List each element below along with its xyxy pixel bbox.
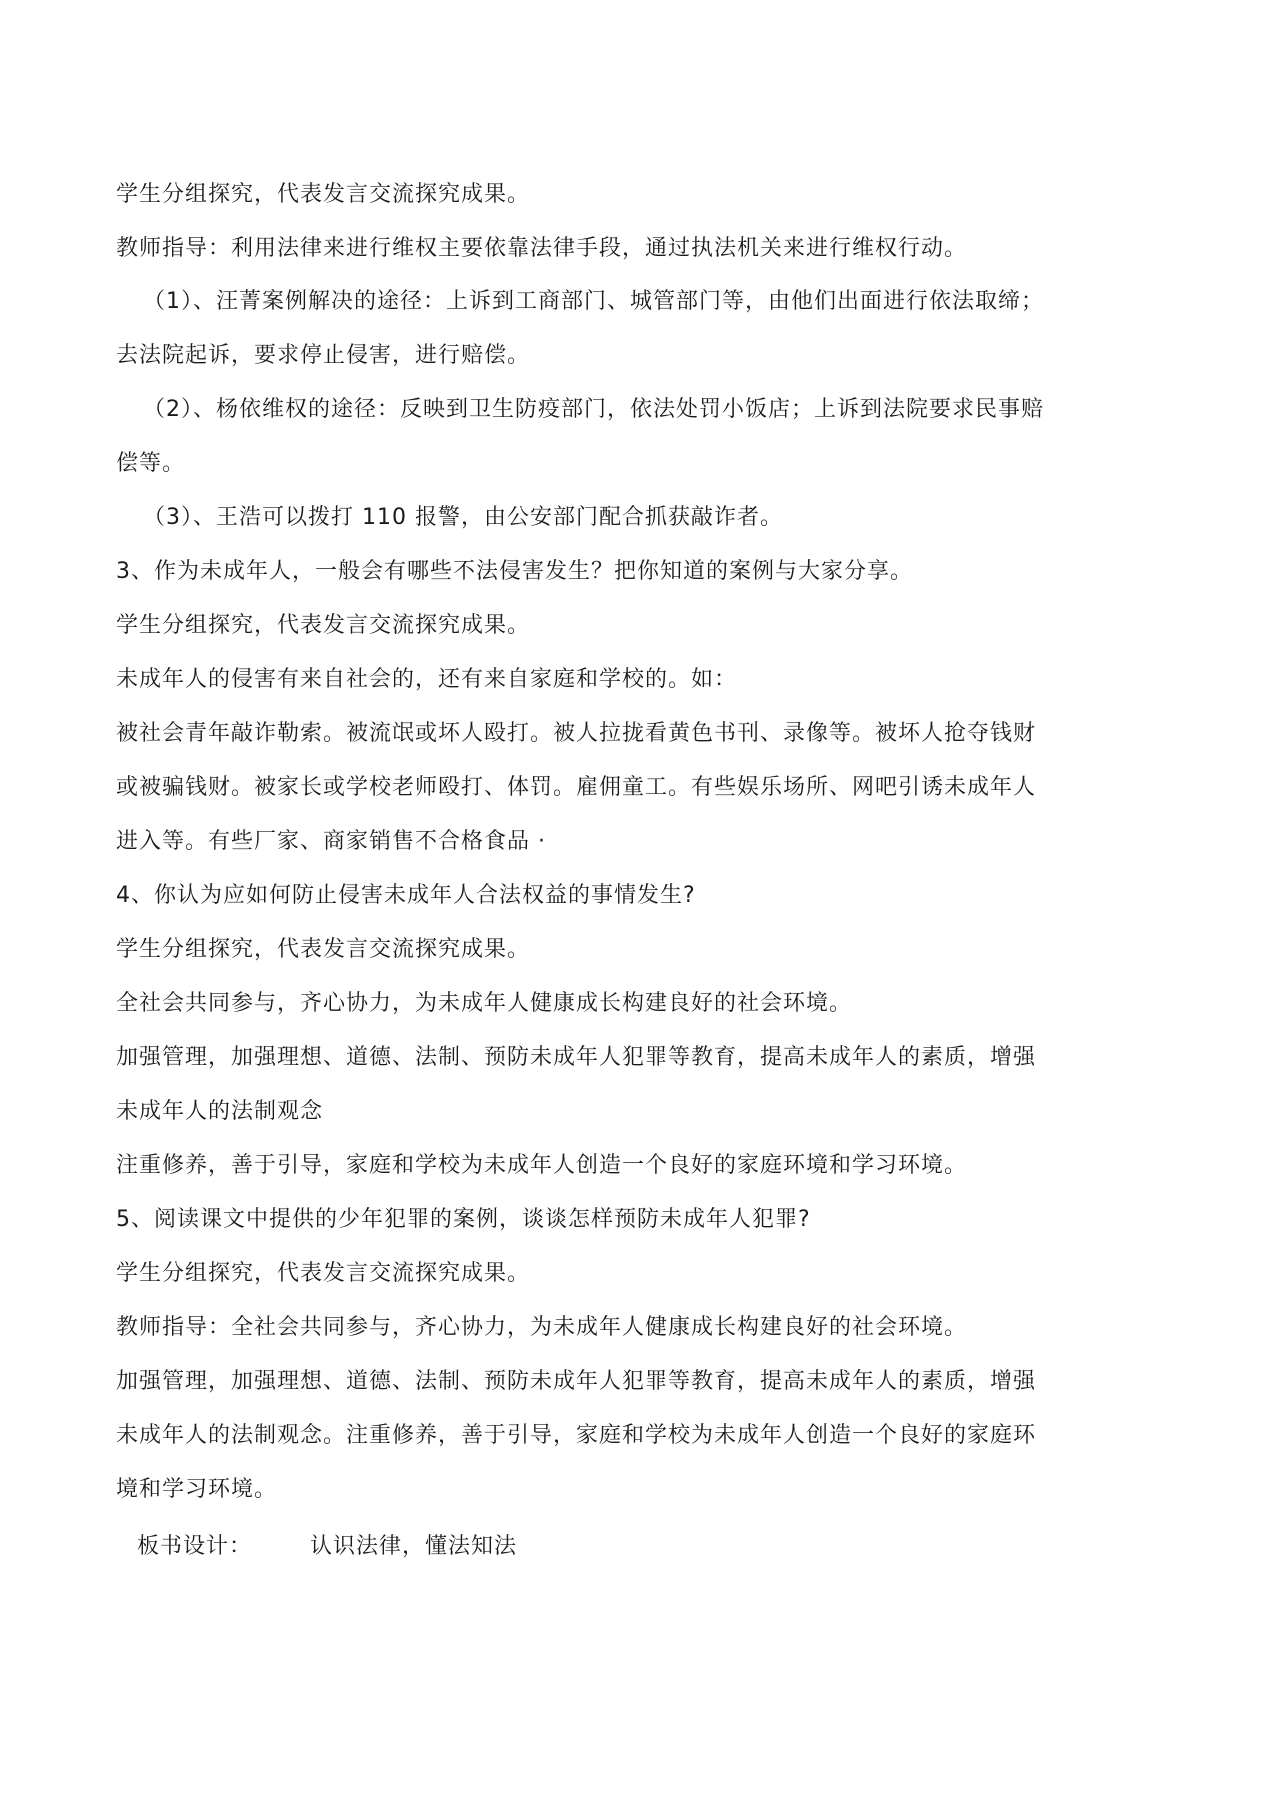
text-line: 学生分组探究，代表发言交流探究成果。	[116, 937, 531, 962]
text-line: 或被骗钱财。被家长或学校老师殴打、体罚。雇佣童工。有些娱乐场所、网吧引诱未成年人	[116, 775, 1037, 800]
text-line: 学生分组探究，代表发言交流探究成果。	[116, 613, 531, 638]
text-line: 偿等。	[116, 451, 186, 476]
text-line: （3）、王浩可以拨打 110 报警，由公安部门配合抓获敲诈者。	[143, 505, 783, 530]
text-line: 4、你认为应如何防止侵害未成年人合法权益的事情发生?	[116, 883, 696, 908]
board-design	[137, 1532, 517, 1562]
text-line: 被社会青年敲诈勒索。被流氓或坏人殴打。被人拉拢看黄色书刊、录像等。被坏人抢夺钱财	[116, 721, 1037, 746]
text-line: 教师指导：利用法律来进行维权主要依靠法律手段，通过执法机关来进行维权行动。	[116, 236, 968, 261]
text-line: （2）、杨依维权的途径：反映到卫生防疫部门，依法处罚小饭店；上诉到法院要求民事赔	[143, 397, 1045, 422]
text-line: 5、阅读课文中提供的少年犯罪的案例，谈谈怎样预防未成年人犯罪?	[116, 1207, 811, 1232]
text-line: 境和学习环境。	[116, 1477, 278, 1502]
text-line: 加强管理，加强理想、道德、法制、预防未成年人犯罪等教育，提高未成年人的素质，增强	[116, 1045, 1037, 1070]
text-line: （1）、汪菁案例解决的途径：上诉到工商部门、城管部门等，由他们出面进行依法取缔；	[143, 289, 1045, 314]
text-line: 未成年人的法制观念。注重修养，善于引导，家庭和学校为未成年人创造一个良好的家庭环	[116, 1423, 1037, 1448]
text-line: 未成年人的法制观念	[116, 1099, 324, 1124]
text-line: 教师指导：全社会共同参与，齐心协力，为未成年人健康成长构建良好的社会环境。	[116, 1315, 968, 1340]
text-line: 加强管理，加强理想、道德、法制、预防未成年人犯罪等教育，提高未成年人的素质，增强	[116, 1369, 1037, 1394]
text-line: 学生分组探究，代表发言交流探究成果。	[116, 182, 531, 207]
board-design-label: 板书设计：	[137, 1534, 253, 1559]
text-line: 未成年人的侵害有来自社会的，还有来自家庭和学校的。如：	[116, 667, 738, 692]
text-line: 3、作为未成年人，一般会有哪些不法侵害发生？把你知道的案例与大家分享。	[116, 559, 913, 584]
text-line: 去法院起诉，要求停止侵害，进行赔偿。	[116, 343, 531, 368]
board-design-title: 认识法律，懂法知法	[310, 1534, 518, 1559]
text-line: 学生分组探究，代表发言交流探究成果。	[116, 1261, 531, 1286]
text-line: 进入等。有些厂家、商家销售不合格食品 ·	[116, 829, 546, 854]
text-line: 全社会共同参与，齐心协力，为未成年人健康成长构建良好的社会环境。	[116, 991, 853, 1016]
text-line: 注重修养，善于引导，家庭和学校为未成年人创造一个良好的家庭环境和学习环境。	[116, 1153, 968, 1178]
